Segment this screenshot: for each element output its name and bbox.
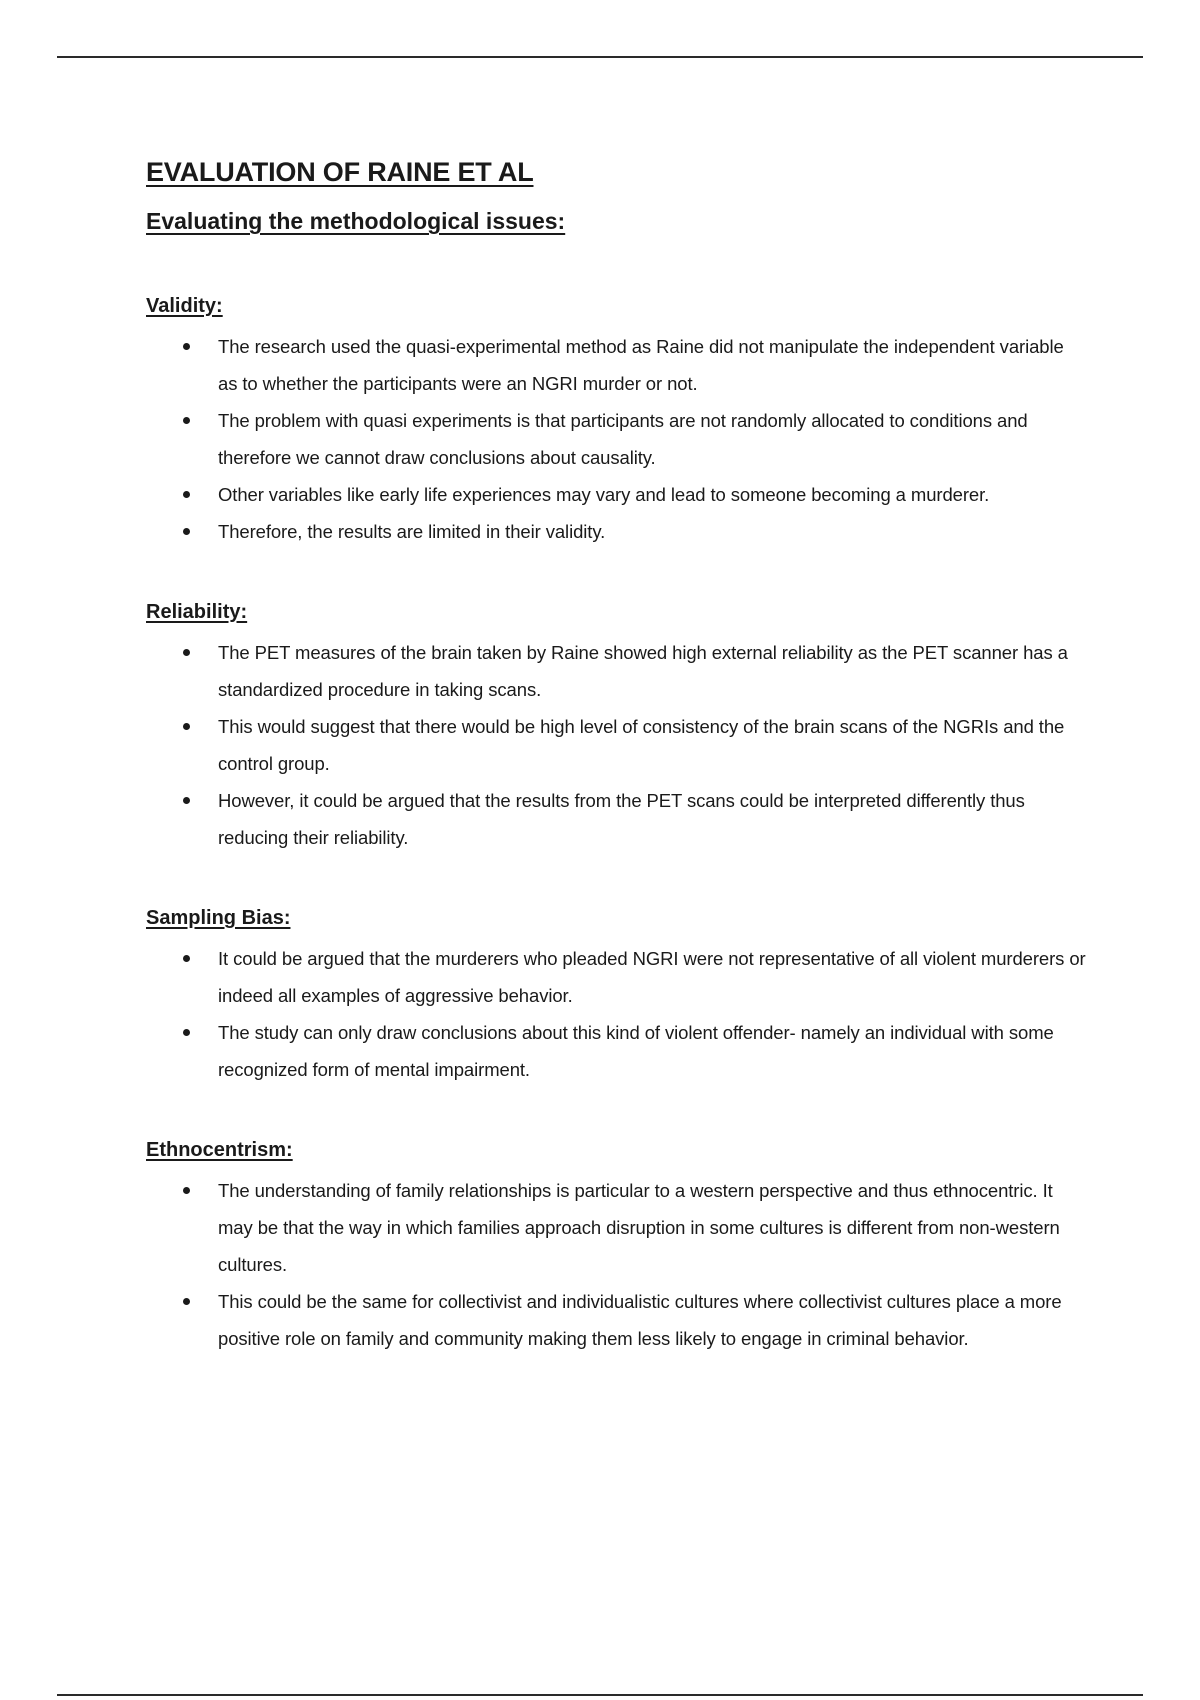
bullet-icon [183,491,190,498]
bullet-icon [183,528,190,535]
section-validity [146,294,1086,550]
bullet-list [146,1172,1086,1357]
bullet-text: The problem with quasi experiments is that participants are not randomly allocated to conditions and therefore we cannot draw conclusions about causality. [218,410,1028,468]
bullet-icon [183,343,190,350]
section-heading: Reliability: [146,601,248,623]
bullet-item [146,782,1086,856]
document-subtitle: Evaluating the methodological issues: [146,208,566,234]
bullet-list [146,940,1086,1088]
bullet-icon [183,1298,190,1305]
bullet-icon [183,649,190,656]
bullet-text: This could be the same for collectivist and individualistic cultures where collectivist cultures place a more positive role on family and community making them less likely to engage in criminal behavior. [218,1291,1062,1349]
bullet-item [146,402,1086,476]
bullet-text: However, it could be argued that the results from the PET scans could be interpreted differently thus reducing their reliability. [218,790,1025,848]
bullet-list [146,328,1086,550]
bullet-text: This would suggest that there would be high level of consistency of the brain scans of the NGRIs and the control group. [218,716,1065,774]
section-heading: Ethnocentrism: [146,1139,293,1161]
bullet-icon [183,417,190,424]
section-ethnocentrism [146,1138,1086,1357]
bullet-item [146,1014,1086,1088]
bottom-rule [57,1694,1143,1696]
bullet-item [146,1172,1086,1283]
bullet-item [146,1283,1086,1357]
bullet-text: It could be argued that the murderers who pleaded NGRI were not representative of all violent murderers or indeed all examples of aggressive behavior. [218,948,1086,1006]
bullet-text: Therefore, the results are limited in their validity. [218,521,606,542]
bullet-icon [183,1187,190,1194]
section-reliability [146,600,1086,856]
bullet-item [146,634,1086,708]
bullet-item [146,708,1086,782]
bullet-icon [183,797,190,804]
bullet-item [146,328,1086,402]
bullet-icon [183,1029,190,1036]
document-title: EVALUATION OF RAINE ET AL [146,157,534,187]
bullet-list [146,634,1086,856]
bullet-item [146,513,1086,550]
bullet-icon [183,955,190,962]
bullet-text: Other variables like early life experiences may vary and lead to someone becoming a murderer. [218,484,990,505]
section-heading: Sampling Bias: [146,907,291,929]
bullet-text: The research used the quasi-experimental method as Raine did not manipulate the independent variable as to whether the participants were an NGRI murder or not. [218,336,1064,394]
section-heading: Validity: [146,295,223,317]
bullet-icon [183,723,190,730]
section-sampling-bias [146,906,1086,1088]
bullet-item [146,940,1086,1014]
bullet-item [146,476,1086,513]
bullet-text: The study can only draw conclusions about this kind of violent offender- namely an individual with some recognized form of mental impairment. [218,1022,1054,1080]
top-rule [57,56,1143,58]
bullet-text: The PET measures of the brain taken by Raine showed high external reliability as the PET scanner has a standardized procedure in taking scans. [218,642,1068,700]
document-body [146,154,1086,1357]
bullet-text: The understanding of family relationships is particular to a western perspective and thus ethnocentric. It may be that the way in which families approach disruption in some cultures is different from non-western cultures. [218,1180,1060,1275]
